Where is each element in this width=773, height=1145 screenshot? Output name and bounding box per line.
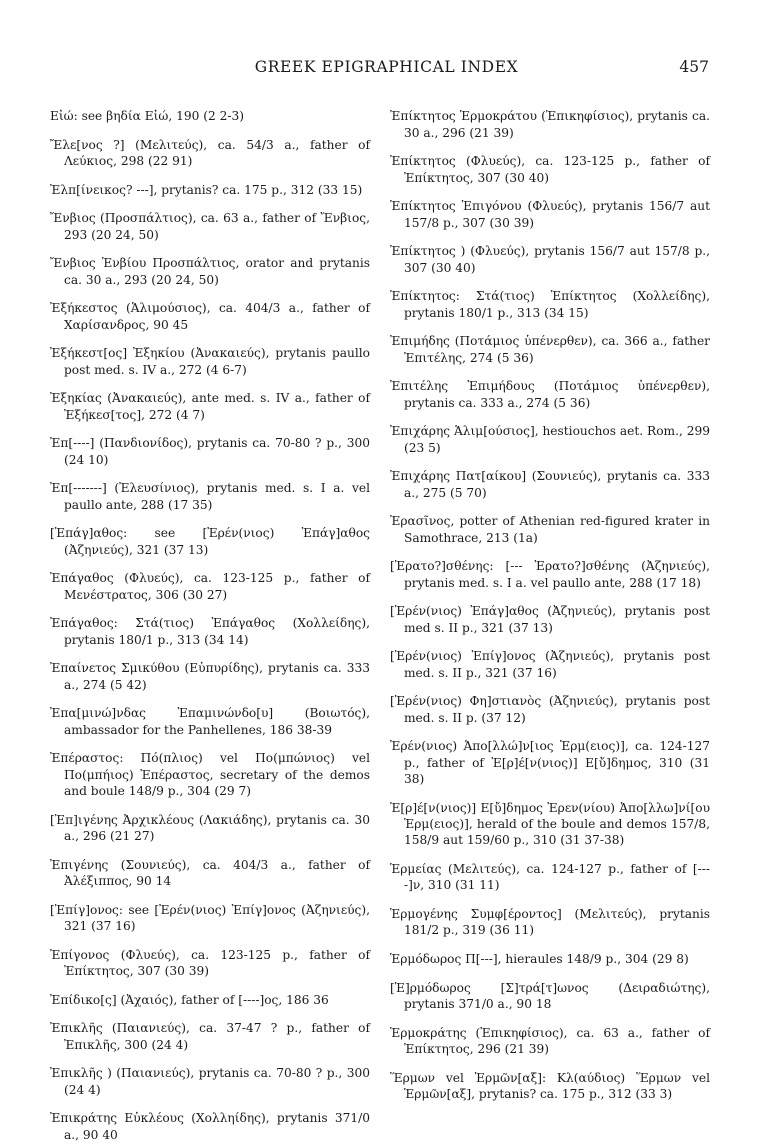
index-entry: Ἑρμοκράτης (Ἐπικηφίσιος), ca. 63 a., father of Ἐπίκτητος, 296 (21 39) bbox=[390, 1025, 710, 1056]
index-entry: Ἔνβιος (Προσπάλτιος), ca. 63 a., father of Ἔνβιος, 293 (20 24, 50) bbox=[50, 211, 370, 242]
index-entry: Ἐξήκεστ[ος] Ἐξηκίου (Ἀνακαιεύς), prytanis paullo post med. s. IV a., 272 (4 6-7) bbox=[50, 346, 370, 377]
index-entry: Εἰώ: see βηδία Εἰώ, 190 (2 2-3) bbox=[50, 109, 244, 124]
running-head bbox=[0, 58, 773, 82]
index-entry: [Ἑ]ρμόδωρος [Σ]τρά[τ]ωνος (Δειραδιώτης), prytanis 371/0 a., 90 18 bbox=[390, 980, 710, 1011]
index-entry: Ἐξήκεστος (Ἁλιμούσιος), ca. 404/3 a., father of Χαρίσανδρος, 90 45 bbox=[50, 301, 370, 332]
index-entry: Ἐπιτέλης Ἐπιμήδους (Ποτάμιος ὑπένερθεν), prytanis ca. 333 a., 274 (5 36) bbox=[390, 379, 710, 410]
index-entry: Ἐπιμήδης (Ποτάμιος ὑπένερθεν), ca. 366 a., father Ἐπιτέλης, 274 (5 36) bbox=[390, 334, 710, 365]
left-column bbox=[50, 96, 370, 1145]
index-entry: Ἐπίκτητος: Στά(τιος) Ἐπίκτητος (Χολλείδης), prytanis 180/1 p., 313 (34 15) bbox=[390, 289, 710, 320]
index-columns bbox=[50, 96, 710, 1145]
index-entry: [Ἐρέν(νιος) Φη]στιανὸς (Ἀζηνιεύς), prytanis post med. s. II p. (37 12) bbox=[390, 694, 710, 725]
index-entry: Ἐπίκτητος (Φλυεύς), ca. 123-125 p., father of Ἐπίκτητος, 307 (30 40) bbox=[390, 154, 710, 185]
index-entry: Ἐπ[-------] (Ἐλευσίνιος), prytanis med. s. I a. vel paullo ante, 288 (17 35) bbox=[50, 481, 370, 512]
index-entry: Ἐ[ρ]έ[ν(νιος)] Ε[ὔ]δημος Ἐρεν(νίου) Ἀπο[λλω]νί[ου Ἑρμ(ειος)], herald of the boule and demos 157/8, 158/9 aut 159/60 p., 310 (31 37-38) bbox=[390, 800, 710, 848]
index-entry: Ἔνβιος Ἐνβίου Προσπάλτιος, orator and prytanis ca. 30 a., 293 (20 24, 50) bbox=[50, 256, 370, 287]
index-entry: Ἐρασῖνος, potter of Athenian red-figured krater in Samothrace, 213 (1a) bbox=[390, 514, 710, 545]
index-entry: Ἐπίκτητος Ἐπιγόνου (Φλυεύς), prytanis 156/7 aut 157/8 p., 307 (30 39) bbox=[390, 199, 710, 230]
index-entry: [Ἐπίγ]ονος: see [Ἐρέν(νιος) Ἐπίγ]ονος (Ἀζηνιεύς), 321 (37 16) bbox=[50, 902, 370, 934]
index-entry: Ἑρμογένης Συμφ[έροντος] (Μελιτεύς), prytanis 181/2 p., 319 (36 11) bbox=[390, 907, 710, 938]
index-entry: Ἑρμόδωρος Π[---], hieraules 148/9 p., 304 (29 8) bbox=[390, 952, 689, 966]
index-entry: Ἐρέν(νιος) Ἀπο[λλώ]ν[ιος Ἑρμ(ειος)], ca. 124-127 p., father of Ἐ[ρ]έ[ν(νιος)] Ε[ὔ]δημος, 310 (31 38) bbox=[390, 739, 710, 786]
index-entry: Ἐπίδικο[ς] (Ἀχαιός), father of [----]ος, 186 36 bbox=[50, 992, 329, 1007]
index-entry: Ἐπικράτης Εὐκλέους (Χολληίδης), prytanis 371/0 a., 90 40 bbox=[50, 1111, 370, 1142]
index-entry: [Ἐρέν(νιος) Ἐπάγ]αθος (Ἀζηνιεύς), prytanis post med s. II p., 321 (37 13) bbox=[390, 604, 710, 635]
index-entry: [Ἐρατο?]σθένης: [--- Ἐρατο?]σθένης (Ἀζηνιεύς), prytanis med. s. I a. vel paullo ante, 288 (17 18) bbox=[390, 559, 710, 590]
page-number: 457 bbox=[679, 58, 709, 76]
index-entry: Ἐπικλῆς (Παιανιεύς), ca. 37-47 ? p., father of Ἐπικλῆς, 300 (24 4) bbox=[50, 1021, 370, 1052]
index-entry: Ἐπικλῆς ) (Παιανιεύς), prytanis ca. 70-80 ? p., 300 (24 4) bbox=[50, 1066, 370, 1097]
index-entry: [Ἐπάγ]αθος: see [Ἐρέν(νιος) Ἐπάγ]αθος (Ἀζηνιεύς), 321 (37 13) bbox=[50, 526, 370, 557]
index-entry: [Ἐπ]ιγένης Ἀρχικλέους (Λακιάδης), prytanis ca. 30 a., 296 (21 27) bbox=[50, 812, 370, 844]
running-title: GREEK EPIGRAPHICAL INDEX bbox=[254, 58, 519, 76]
index-entry: Ἐλπ[ίνεικος? ---], prytanis? ca. 175 p., 312 (33 15) bbox=[50, 182, 363, 197]
index-entry: Ἐπίκτητος ) (Φλυεύς), prytanis 156/7 aut 157/8 p., 307 (30 40) bbox=[390, 244, 710, 275]
index-entry: Ἐπιχάρης Πατ[αίκου] (Σουνιεύς), prytanis ca. 333 a., 275 (5 70) bbox=[390, 469, 710, 500]
index-entry: Ἐπαίνετος Σμικύθου (Εὐπυρίδης), prytanis ca. 333 a., 274 (5 42) bbox=[50, 661, 370, 692]
right-column bbox=[390, 96, 710, 1145]
index-entry: Ἐπ[----] (Πανδιονίδος), prytanis ca. 70-80 ? p., 300 (24 10) bbox=[50, 436, 370, 467]
index-entry: Ἑρμείας (Μελιτεύς), ca. 124-127 p., father of [----]ν, 310 (31 11) bbox=[390, 862, 710, 893]
index-entry: Ἐπα[μινώ]νδας Ἐπαμινώνδο[υ] (Βοιωτός), ambassador for the Panhellenes, 186 38-39 bbox=[50, 706, 370, 737]
index-entry: Ἐπιγένης (Σουνιεύς), ca. 404/3 a., father of Ἀλέξιππος, 90 14 bbox=[50, 857, 370, 889]
index-entry: Ἐπιχάρης Ἁλιμ[ούσιος], hestiouchos aet. Rom., 299 (23 5) bbox=[390, 424, 710, 455]
index-entry: Ἐπέραστος: Πό(πλιος) vel Πο(μπώνιος) vel Πο(μπήιος) Ἐπέραστος, secretary of the demos and boule 148/9 p., 304 (29 7) bbox=[50, 751, 370, 799]
index-entry: Ἐπάγαθος (Φλυεύς), ca. 123-125 p., father of Μενέστρατος, 306 (30 27) bbox=[50, 571, 370, 602]
index-entry: Ἕρμων vel Ἑρμῶν[αξ]: Κλ(αύδιος) Ἕρμων vel Ἑρμῶν[αξ], prytanis? ca. 175 p., 312 (33 3) bbox=[390, 1070, 710, 1101]
index-entry: Ἐξηκίας (Ἀνακαιεύς), ante med. s. IV a., father of Ἐξήκεσ[τος], 272 (4 7) bbox=[50, 391, 370, 422]
index-entry: Ἐπίκτητος Ἑρμοκράτου (Ἐπικηφίσιος), prytanis ca. 30 a., 296 (21 39) bbox=[390, 109, 710, 140]
index-entry: Ἔλε[νος ?] (Μελιτεύς), ca. 54/3 a., father of Λεύκιος, 298 (22 91) bbox=[50, 137, 370, 169]
index-entry: [Ἐρέν(νιος) Ἐπίγ]ονος (Ἀζηνιεύς), prytanis post med. s. II p., 321 (37 16) bbox=[390, 649, 710, 680]
index-entry: Ἐπίγονος (Φλυεύς), ca. 123-125 p., father of Ἐπίκτητος, 307 (30 39) bbox=[50, 947, 370, 979]
index-entry: Ἐπάγαθος: Στά(τιος) Ἐπάγαθος (Χολλείδης), prytanis 180/1 p., 313 (34 14) bbox=[50, 616, 370, 647]
